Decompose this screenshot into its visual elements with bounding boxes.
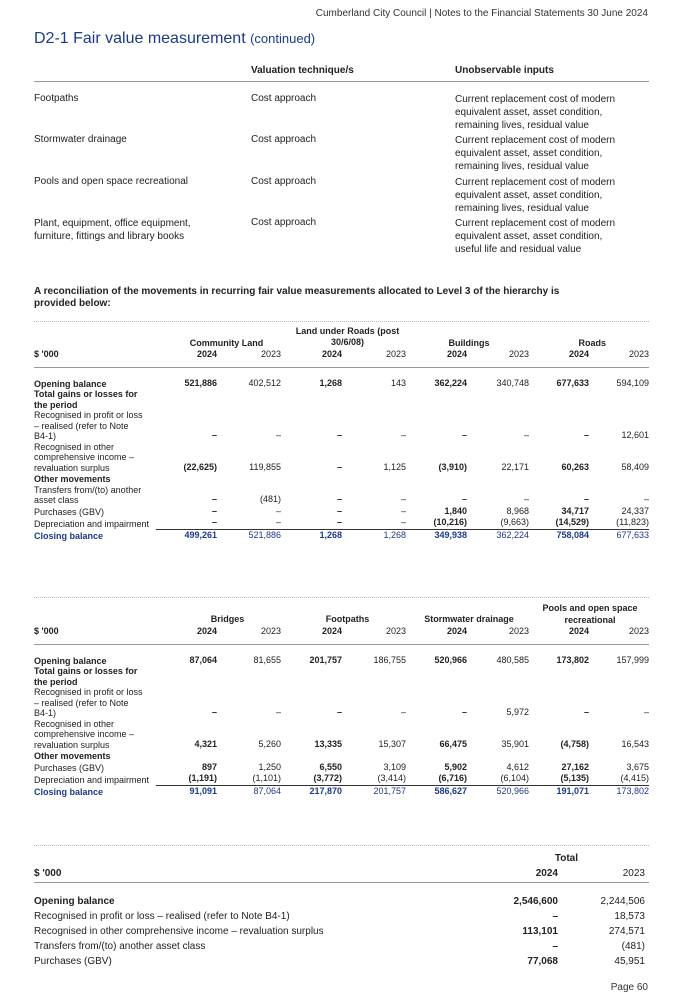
fv-technique: Cost approach	[251, 217, 317, 228]
fv-inputs: Current replacement cost of modern equivalent asset, asset condition, remaining lives, residual value	[455, 177, 616, 214]
fv-label: Stormwater drainage	[34, 134, 127, 145]
row-closing-balance: Closing balance 499,261 521,886 1,268 1,268 349,938 362,224 758,084 677,633	[34, 529, 649, 541]
col-header-technique: Valuation technique/s	[251, 65, 354, 76]
total-row-label: Transfers from/(to) another asset class	[34, 941, 206, 952]
running-header: Cumberland City Council | Notes to the Financial Statements 30 June 2024	[315, 8, 648, 19]
fv-inputs: Current replacement cost of modern equivalent asset, asset condition, remaining lives, residual value	[455, 94, 616, 131]
group-buildings: Buildings	[448, 338, 490, 348]
fv-label: Footpaths	[34, 93, 79, 104]
group-land-under-roads: Land under Roads (post 30/6/08)	[295, 326, 400, 347]
unit-label: $ '000	[34, 349, 59, 359]
title-main: D2-1 Fair value measurement	[34, 30, 246, 47]
total-row-label: Purchases (GBV)	[34, 956, 112, 967]
total-row-2023: (481)	[621, 941, 645, 952]
total-row-label: Opening balance	[34, 896, 115, 907]
total-row-label: Recognised in profit or loss – realised (refer to Note B4-1)	[34, 911, 290, 922]
reconciliation-table-2: 2024 2023 2024 2023 2024 2023 2024 2023 Opening balance 87,064 81,655 201,757 186,755 520,966 480,585 173,802 157,999 Total gains or losses for the period Recognised in profit or loss – realised (refer to Note B4-1) – – – – – 5,972 – – Recognised in other comprehensive income – revaluation surplus 4,321 5,260 13,335 15,307 66,475 35,901 (4,758) 16,543 Other movements Purchases (GBV) 897 1,250 6,550 3,109 5,902 4,612 27,162 3,675 Depreciation and impairment (1,191) (1,101) (3,772) (3,414) (6,716) (6,104) (5,135) (4,415) Closing balance 91,091 87,064 217,870 201,757 586,627 520,966 191,071 173,802	[34, 626, 649, 797]
total-row-2024: 77,068	[527, 956, 558, 967]
fv-technique: Cost approach	[251, 134, 317, 145]
reconciliation-table-1: 2024 2023 2024 2023 2024 2023 2024 2023 Opening balance 521,886 402,512 1,268 143 362,224 340,748 677,633 594,109 Total gains or losses for the period Recognised in profit or loss – realised (refer to Note B4-1) – – – – – – – 12,601 Recognised in other comprehensive income – revaluation surplus (22,625) 119,855 – 1,125 (3,910) 22,171 60,263 58,409 Other movements Transfers from/(to) another asset class – (481) – – – – – – Purchases (GBV) – – – – 1,840 8,968 34,717 24,337 Depreciation and impairment – – – – (10,216) (9,663) (14,529) (11,823) Closing balance 499,261 521,886 1,268 1,268 349,938 362,224 758,084 677,633	[34, 349, 649, 541]
total-row-2024: –	[552, 941, 558, 952]
group-community-land: Community Land	[189, 338, 264, 348]
year-2023: 2023	[622, 868, 645, 879]
group-pools: Pools and open space recreational	[542, 603, 638, 625]
total-row-2024: 2,546,600	[513, 896, 558, 907]
total-row-2024: –	[552, 911, 558, 922]
fv-label: Plant, equipment, office equipment, furniture, fittings and library books	[34, 218, 191, 242]
row-depreciation: Depreciation and impairment (1,191) (1,101) (3,772) (3,414) (6,716) (6,104) (5,135) (4,415)	[34, 773, 649, 785]
row-purchases: Purchases (GBV) – – – – 1,840 8,968 34,717 24,337	[34, 505, 649, 517]
total-row-2024: 113,101	[522, 926, 558, 937]
group-stormwater: Stormwater drainage	[424, 614, 514, 624]
group-bridges: Bridges	[210, 614, 245, 624]
total-row-2023: 45,951	[614, 956, 645, 967]
row-profit-loss: Recognised in profit or loss – realised (refer to Note B4-1) – – – – – 5,972 – –	[34, 687, 649, 718]
group-total: Total	[554, 853, 578, 864]
fv-technique: Cost approach	[251, 93, 317, 104]
fv-technique: Cost approach	[251, 176, 317, 187]
row-purchases: Purchases (GBV) 897 1,250 6,550 3,109 5,902 4,612 27,162 3,675	[34, 761, 649, 773]
section-title	[34, 30, 315, 48]
total-row-2023: 274,571	[608, 926, 645, 937]
unit-label: $ '000	[34, 868, 62, 879]
row-opening-balance: Opening balance 87,064 81,655 201,757 186,755 520,966 480,585 173,802 157,999	[34, 654, 649, 666]
fv-label: Pools and open space recreational	[34, 176, 188, 187]
group-footpaths: Footpaths	[325, 614, 370, 624]
row-profit-loss: Recognised in profit or loss – realised (refer to Note B4-1) – – – – – – – 12,601	[34, 410, 649, 441]
total-row-label: Recognised in other comprehensive income – revaluation surplus	[34, 926, 324, 937]
total-row-2023: 18,573	[614, 911, 645, 922]
title-continued: (continued)	[250, 31, 316, 46]
reconciliation-intro: A reconciliation of the movements in recurring fair value measurements allocated to Level 3 of the hierarchy is provided below:	[34, 286, 560, 309]
unit-label: $ '000	[34, 626, 59, 636]
row-transfers: Transfers from/(to) another asset class – (481) – – – – – –	[34, 484, 649, 505]
page-number: Page 60	[610, 982, 648, 993]
row-depreciation: Depreciation and impairment – – – – (10,216) (9,663) (14,529) (11,823)	[34, 517, 649, 529]
row-opening-balance: Opening balance 521,886 402,512 1,268 143 362,224 340,748 677,633 594,109	[34, 377, 649, 389]
fv-inputs: Current replacement cost of modern equivalent asset, asset condition, remaining lives, residual value	[455, 135, 616, 172]
group-roads: Roads	[578, 338, 606, 348]
year-2024: 2024	[535, 868, 558, 879]
fv-inputs: Current replacement cost of modern equivalent asset, asset condition, useful life and residual value	[455, 218, 616, 255]
row-oci: Recognised in other comprehensive income – revaluation surplus 4,321 5,260 13,335 15,307 66,475 35,901 (4,758) 16,543	[34, 718, 649, 750]
row-oci: Recognised in other comprehensive income – revaluation surplus (22,625) 119,855 – 1,125 (3,910) 22,171 60,263 58,409	[34, 441, 649, 473]
total-row-2023: 2,244,506	[600, 896, 645, 907]
col-header-inputs: Unobservable inputs	[455, 65, 554, 76]
row-closing-balance: Closing balance 91,091 87,064 217,870 201,757 586,627 520,966 191,071 173,802	[34, 785, 649, 797]
